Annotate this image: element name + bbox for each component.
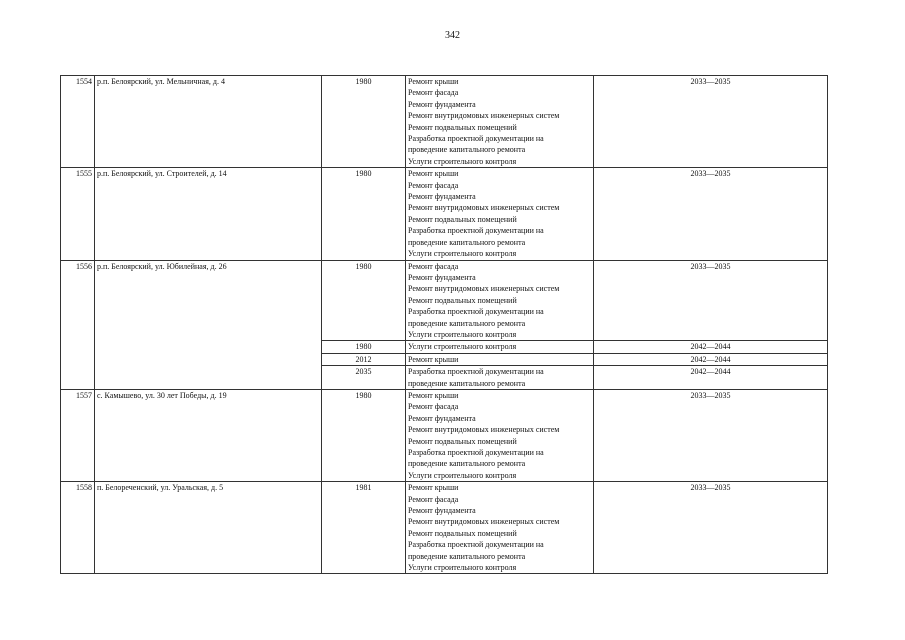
work-type-item: Услуги строительного контроля xyxy=(408,249,517,259)
planned-period: 2042—2044 xyxy=(594,341,828,353)
work-type-item: Ремонт фасада xyxy=(408,494,459,504)
planned-period: 2033—2035 xyxy=(594,76,828,168)
planned-period: 2033—2035 xyxy=(594,168,828,260)
work-type-item: Ремонт внутридомовых инженерных систем xyxy=(408,517,560,527)
planned-period: 2033—2035 xyxy=(594,260,828,341)
work-type-item: Ремонт крыши xyxy=(408,169,459,179)
work-type-item: Услуги строительного контроля xyxy=(408,470,517,480)
entry-number: 1558 xyxy=(61,482,95,574)
work-type-item: Ремонт крыши xyxy=(408,77,459,86)
work-type-item: проведение капитального ремонта xyxy=(408,551,526,561)
work-type-item: Ремонт крыши xyxy=(408,354,459,364)
work-type-item: Ремонт внутридомовых инженерных систем xyxy=(408,425,560,435)
work-type-item: Ремонт фундамента xyxy=(408,272,476,282)
work-type-item: Ремонт фундамента xyxy=(408,99,476,109)
work-type-item: Услуги строительного контроля xyxy=(408,329,517,339)
work-type-item: Ремонт подвальных помещений xyxy=(408,214,517,224)
table-row xyxy=(61,482,828,574)
build-year: 1980 xyxy=(322,168,406,260)
build-year: 1980 xyxy=(322,76,406,168)
entry-address: р.п. Белоярский, ул. Мельничная, д. 4 xyxy=(95,76,322,168)
work-type-item: Ремонт крыши xyxy=(408,483,459,493)
work-types xyxy=(406,353,594,365)
work-types xyxy=(406,168,594,260)
entry-address: р.п. Белоярский, ул. Строителей, д. 14 xyxy=(95,168,322,260)
work-type-item: Ремонт внутридомовых инженерных систем xyxy=(408,284,560,294)
work-types xyxy=(406,482,594,574)
planned-period: 2033—2035 xyxy=(594,482,828,574)
work-type-item: Разработка проектной документации на xyxy=(408,226,544,236)
work-type-item: Ремонт подвальных помещений xyxy=(408,122,517,132)
work-type-item: Ремонт фасада xyxy=(408,88,459,98)
work-types xyxy=(406,260,594,341)
page-number: 342 xyxy=(445,30,460,41)
planned-period: 2033—2035 xyxy=(594,389,828,481)
table-row xyxy=(61,76,828,168)
work-type-item: Услуги строительного контроля xyxy=(408,342,517,352)
work-type-item: Ремонт фасада xyxy=(408,261,459,271)
work-type-item: Разработка проектной документации на xyxy=(408,448,544,457)
work-type-item: Ремонт внутридомовых инженерных систем xyxy=(408,203,560,213)
work-type-item: Услуги строительного контроля xyxy=(408,156,517,166)
work-type-item: Ремонт внутридомовых инженерных систем xyxy=(408,111,560,121)
work-type-item: Ремонт фасада xyxy=(408,180,459,190)
planned-period: 2042—2044 xyxy=(594,366,828,390)
build-year: 1981 xyxy=(322,482,406,574)
entry-address: р.п. Белоярский, ул. Юбилейная, д. 26 xyxy=(95,260,322,389)
work-types xyxy=(406,76,594,168)
entry-address: п. Белореченский, ул. Уральская, д. 5 xyxy=(95,482,322,574)
repair-schedule-table xyxy=(60,75,828,574)
build-year: 2035 xyxy=(322,366,406,390)
work-type-item: проведение капитального ремонта xyxy=(408,318,526,328)
work-type-item: проведение капитального ремонта xyxy=(408,237,526,247)
table-body xyxy=(61,76,828,574)
entry-number: 1554 xyxy=(61,76,95,168)
work-type-item: Ремонт подвальных помещений xyxy=(408,528,517,538)
build-year: 1980 xyxy=(322,260,406,341)
table-row xyxy=(61,389,828,481)
work-type-item: Ремонт подвальных помещений xyxy=(408,436,517,446)
table-row xyxy=(61,168,828,260)
build-year: 2012 xyxy=(322,353,406,365)
table-row xyxy=(61,260,828,341)
work-type-item: Разработка проектной документации на xyxy=(408,307,544,317)
work-type-item: Ремонт фундамента xyxy=(408,506,476,516)
entry-number: 1556 xyxy=(61,260,95,389)
build-year: 1980 xyxy=(322,341,406,353)
work-type-item: Услуги строительного контроля xyxy=(408,563,517,573)
work-types xyxy=(406,366,594,390)
work-types xyxy=(406,341,594,353)
work-type-item: Ремонт фундамента xyxy=(408,192,476,202)
work-types xyxy=(406,389,594,481)
planned-period: 2042—2044 xyxy=(594,353,828,365)
work-type-item: Ремонт фундамента xyxy=(408,413,476,423)
build-year: 1980 xyxy=(322,389,406,481)
entry-address: с. Камышево, ул. 30 лет Победы, д. 19 xyxy=(95,389,322,481)
work-type-item: Разработка проектной документации на xyxy=(408,367,544,377)
work-type-item: Ремонт крыши xyxy=(408,390,459,400)
work-type-item: проведение капитального ремонта xyxy=(408,145,526,155)
work-type-item: Разработка проектной документации на xyxy=(408,134,544,144)
entry-number: 1555 xyxy=(61,168,95,260)
work-type-item: Ремонт фасада xyxy=(408,402,459,412)
entry-number: 1557 xyxy=(61,389,95,481)
work-type-item: проведение капитального ремонта xyxy=(408,378,526,388)
work-type-item: Ремонт подвальных помещений xyxy=(408,295,517,305)
work-type-item: Разработка проектной документации на xyxy=(408,540,544,550)
work-type-item: проведение капитального ремонта xyxy=(408,459,526,469)
